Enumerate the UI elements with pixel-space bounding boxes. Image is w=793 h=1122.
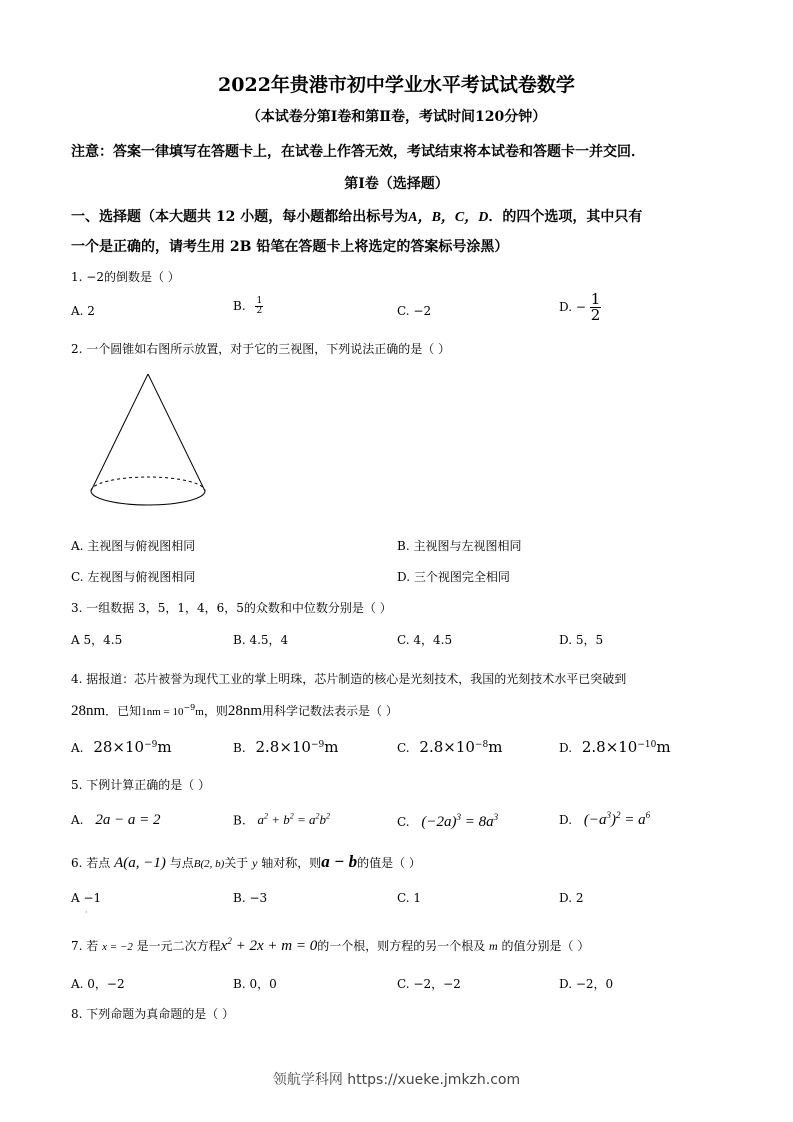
question-2-option-d: D. 三个视图完全相同 — [397, 570, 510, 584]
question-5-option-d — [559, 810, 650, 829]
option-label: D. — [559, 741, 573, 755]
sci-exponent: −9 — [310, 740, 325, 750]
sci-unit: m — [656, 738, 671, 756]
stem-text: 与点 — [169, 856, 194, 870]
footer-watermark: 领航学科网 https://xueke.jmkzh.com — [272, 1072, 521, 1088]
sci-base: 28×10 — [93, 738, 145, 756]
sci-exponent: −10 — [637, 740, 657, 750]
fraction-half-large — [590, 292, 602, 323]
option-label: C. — [397, 741, 410, 755]
section-heading-line1 — [71, 206, 642, 226]
root-value: x = −2 — [102, 941, 133, 953]
question-7-option-a: A. 0，−2 — [71, 977, 125, 991]
axis-y: y — [252, 856, 258, 870]
stem-text: ．已知 — [105, 704, 142, 718]
exponent: −9 — [183, 703, 196, 712]
question-5-option-a — [71, 812, 161, 829]
question-2-option-a: A. 主视图与俯视图相同 — [71, 539, 196, 553]
stem-text: 关于 — [224, 856, 249, 870]
question-7-stem — [71, 936, 589, 955]
question-1-option-b — [233, 297, 263, 316]
sci-base: 2.8×10 — [419, 738, 475, 756]
question-4-stem-line1: 4. 据报道：芯片被誉为现代工业的掌上明珠，芯片制造的核心是光刻技术，我国的光刻技术水平已突破到 — [71, 672, 627, 686]
section-heading-letters: A，B，C，D — [408, 210, 489, 225]
sci-base: 2.8×10 — [255, 738, 311, 756]
question-3-stem: 3. 一组数据 3，5，1，4，6，5的众数和中位数分别是（ ） — [71, 601, 392, 615]
question-6-option-a: A −1 — [71, 891, 102, 905]
cone-left-edge — [91, 374, 148, 491]
option-label: A. — [71, 741, 84, 755]
question-1-option-c: C. −2 — [397, 304, 432, 318]
fraction-half-small — [255, 297, 263, 316]
question-7-option-b: B. 0，0 — [233, 977, 277, 991]
section-heading-line2: 一个是正确的，请考生用 2B 铅笔在答题卡上将选定的答案标号涂黑） — [71, 239, 509, 255]
question-3-option-a: A 5，4.5 — [71, 633, 123, 647]
point-a: A(a, −1) — [114, 855, 166, 871]
fraction-num: 1 — [256, 296, 263, 306]
question-6-option-c: C. 1 — [397, 891, 422, 905]
question-1-option-d — [559, 292, 601, 323]
option-label: C. — [397, 815, 410, 829]
option-b-label: B. — [233, 299, 246, 313]
question-3-option-b: B. 4.5，4 — [233, 633, 289, 647]
question-7-option-d: D. −2，0 — [559, 977, 614, 991]
variable-m: m — [489, 939, 498, 953]
question-1-stem: 1. −2的倒数是（ ） — [71, 270, 180, 284]
cone-figure — [88, 370, 210, 520]
question-3-option-c: C. 4，4.5 — [397, 633, 453, 647]
cone-base-back — [91, 477, 205, 491]
question-4-option-c — [397, 738, 502, 756]
fraction-num: 1 — [590, 290, 601, 308]
question-5-option-b — [233, 812, 330, 828]
stem-text: 6. 若点 — [71, 856, 111, 870]
option-label: D. — [559, 813, 573, 827]
stem-text: ，则 — [203, 704, 228, 718]
section-heading-end: ．的四个选项，其中只有 — [488, 209, 643, 225]
page-title: 2022年贵港市初中学业水平考试试卷数学 — [218, 74, 575, 96]
question-2-option-c: C. 左视图与俯视图相同 — [71, 570, 196, 584]
nm-definition: 1nm = 10 — [141, 706, 184, 718]
question-2-option-b: B. 主视图与左视图相同 — [397, 539, 522, 553]
sci-exponent: −9 — [144, 740, 158, 750]
expression: a − b — [321, 852, 358, 871]
sci-base: 2.8×10 — [581, 738, 638, 756]
question-6-option-b: B. −3 — [233, 891, 268, 905]
expression: $(-a^3)^2 = a^6$ — [583, 810, 651, 828]
stem-text: 7. 若 — [71, 939, 99, 953]
question-2-stem: 2. 一个圆锥如右图所示放置，对于它的三视图，下列说法正确的是（ ） — [71, 342, 451, 356]
exam-subtitle: （本试卷分第Ⅰ卷和第Ⅱ卷，考试时间120分钟） — [246, 109, 547, 125]
option-d-label: D. − — [559, 300, 586, 314]
question-7-option-c: C. −2，−2 — [397, 977, 461, 991]
exam-notice: 注意：答案一律填写在答题卡上，在试卷上作答无效，考试结束将本试卷和答题卡一并交回． — [71, 144, 645, 160]
stray-dot: · — [85, 908, 88, 917]
option-label: B. — [233, 741, 246, 755]
question-4-option-b — [233, 738, 339, 756]
expression: $a^2 + b^2 = a^2b^2$ — [257, 812, 331, 828]
question-5-option-c — [397, 812, 498, 831]
question-3-option-d: D. 5，5 — [559, 633, 604, 647]
unit-m: m — [195, 706, 204, 718]
question-4-option-a — [71, 738, 172, 756]
sci-unit: m — [488, 738, 503, 756]
expression: 2a − a = 2 — [95, 812, 161, 828]
stem-text: 的一个根，则方程的另一个根及 — [317, 939, 486, 953]
question-6-option-d: D. 2 — [559, 891, 584, 905]
cone-base-front — [91, 491, 205, 505]
stem-text: 轴对称，则 — [261, 856, 322, 870]
question-5-stem: 5. 下例计算正确的是（ ） — [71, 778, 211, 792]
section-heading-text: 一、选择题（本大题共 12 小题，每小题都给出标号为 — [71, 209, 409, 225]
option-label: A. — [71, 813, 84, 827]
question-4-stem-line2 — [71, 702, 398, 720]
question-4-option-d — [559, 738, 671, 756]
fraction-den: 2 — [590, 306, 601, 324]
sci-exponent: −8 — [474, 740, 489, 750]
stem-text: 的值是（ ） — [357, 856, 421, 870]
question-1-option-a: A. 2 — [71, 304, 95, 318]
sci-unit: m — [324, 738, 339, 756]
sci-unit: m — [157, 738, 172, 756]
stem-text: 用科学记数法表示是（ ） — [262, 704, 398, 718]
stem-text: 的值分别是（ ） — [501, 939, 590, 953]
stem-text: 是一元二次方程 — [136, 939, 221, 953]
expression: $(-2a)^3 = 8a^3$ — [421, 812, 499, 830]
value-28nm: 28nm — [71, 703, 106, 719]
cone-right-edge — [148, 374, 205, 491]
question-6-stem — [71, 852, 421, 872]
value-28nm: 28nm — [227, 703, 262, 719]
option-label: B. — [233, 813, 246, 828]
equation: $x^2 + 2x + m = 0$ — [220, 936, 318, 954]
question-8-stem: 8. 下列命题为真命题的是（ ） — [71, 1007, 235, 1021]
point-b: B(2, b) — [193, 858, 225, 870]
fraction-den: 2 — [256, 306, 263, 316]
part-heading: 第Ⅰ卷（选择题） — [344, 176, 449, 192]
